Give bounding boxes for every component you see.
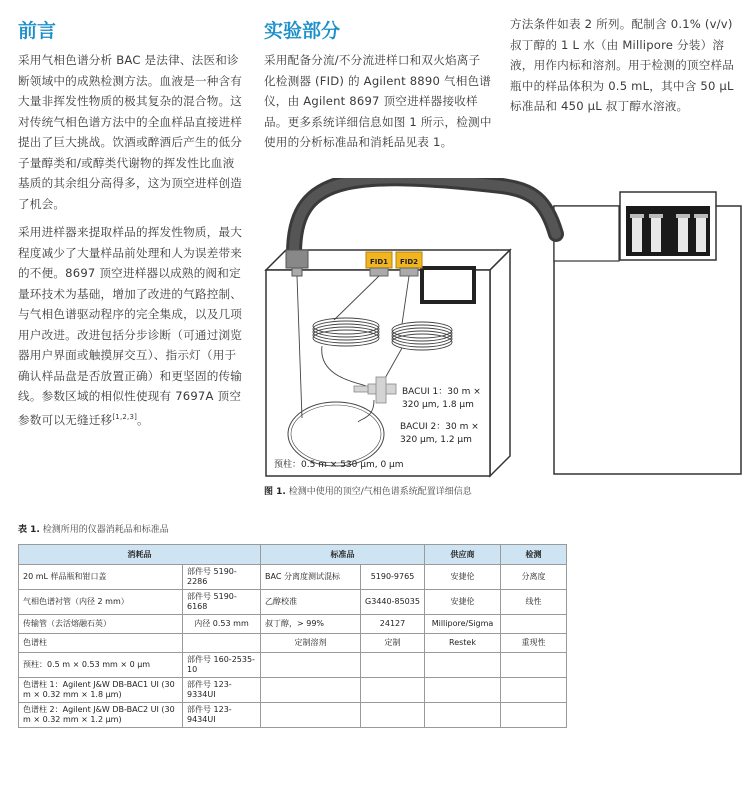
cell — [501, 653, 567, 678]
bacui1-label-line1: BACUI 1：30 m × — [402, 387, 481, 397]
gc-display — [422, 268, 474, 302]
table-row — [19, 615, 567, 634]
cell: 5190-9765 — [361, 565, 425, 590]
cell: 定制溶剂 — [261, 634, 361, 653]
fid1-label: FID1 — [369, 258, 389, 266]
header-consumables: 消耗品 — [19, 545, 261, 565]
cell: 部件号 160-2535-10 — [183, 653, 261, 678]
cell — [361, 653, 425, 678]
cell — [501, 678, 567, 703]
cell: 内径 0.53 mm — [183, 615, 261, 634]
cell — [501, 615, 567, 634]
cell: 色谱柱 2：Agilent J&W DB-BAC2 UI (30 m × 0.32 mm × 1.2 µm) — [19, 703, 183, 728]
experimental-heading: 实验部分 — [264, 20, 341, 42]
table-row — [19, 634, 567, 653]
cell: G3440-85035 — [361, 590, 425, 615]
intro-paragraph-2-text: 采用进样器来提取样品的挥发性物质，最大程度减少了大量样品前处理和人为误差带来的不便。8697 顶空进样器以成熟的阀和定量环技术为基础，增加了改进的气路控制、与气相色谱驱动程序的完全集成，以及几项用户改进。改进包括分步诊断（可通过浏览器用户界面或触摸屏交互）、指示灯（用于确认样品盘是否放置正确）和更坚固的传输线。参数区域的相似性使现有 7697A 顶空参数可以无缝迁移 — [18, 225, 243, 427]
header-supplier: 供应商 — [425, 545, 501, 565]
table-row — [19, 678, 567, 703]
table-row — [19, 653, 567, 678]
table-caption — [18, 522, 169, 535]
cell: 部件号 123-9334UI — [183, 678, 261, 703]
table-caption-text: 检测所用的仪器消耗品和标准品 — [42, 525, 169, 535]
cell: Restek — [425, 634, 501, 653]
cell: 传输管（去活熔融石英） — [19, 615, 183, 634]
cell: 20 mL 样品瓶和钳口盖 — [19, 565, 183, 590]
figure-caption-text: 检测中使用的顶空/气相色谱系统配置详细信息 — [288, 487, 472, 497]
cell — [425, 653, 501, 678]
intro-paragraph-2 — [18, 222, 246, 430]
cell: BAC 分离度测试混标 — [261, 565, 361, 590]
cell: 线性 — [501, 590, 567, 615]
cell: 安捷伦 — [425, 565, 501, 590]
cell: 预柱：0.5 m × 0.53 mm × 0 µm — [19, 653, 183, 678]
cell: 色谱柱 1：Agilent J&W DB-BAC1 UI (30 m × 0.32 mm × 1.8 µm) — [19, 678, 183, 703]
cell — [425, 678, 501, 703]
precolumn-label: 预柱：0.5 m × 530 µm, 0 µm — [274, 460, 404, 470]
cell — [361, 678, 425, 703]
figure-caption-label: 图 1. — [264, 487, 286, 497]
cell: 部件号 5190-2286 — [183, 565, 261, 590]
cell — [501, 703, 567, 728]
table-row — [19, 565, 567, 590]
cell — [261, 653, 361, 678]
cell: 分离度 — [501, 565, 567, 590]
cell: 乙醇校准 — [261, 590, 361, 615]
cell: Millipore/Sigma — [425, 615, 501, 634]
consumables-table — [18, 544, 567, 728]
gc-side — [490, 250, 510, 476]
cell: 气相色谱衬管（内径 2 mm） — [19, 590, 183, 615]
cell — [261, 678, 361, 703]
inlet-connector — [286, 250, 308, 268]
cell: 部件号 5190-6168 — [183, 590, 261, 615]
method-paragraph: 方法条件如表 2 所列。配制含 0.1% (v/v) 叔丁醇的 1 L 水（由 Millipore 分装）溶液，用作内标和溶剂。用于检测的顶空样品瓶中的样品体积为 0.5 mL，其中含 50 µL 标准品和 450 µL 叔丁醇水溶液。 — [510, 17, 735, 113]
cell: 重现性 — [501, 634, 567, 653]
header-test: 检测 — [501, 545, 567, 565]
intro-period: 。 — [137, 412, 149, 427]
cell: 部件号 123-9434UI — [183, 703, 261, 728]
table-row — [19, 703, 567, 728]
table-caption-label: 表 1. — [18, 525, 40, 535]
cell: 定制 — [361, 634, 425, 653]
cell — [425, 703, 501, 728]
bacui2-label-line2: 320 µm, 1.2 µm — [400, 435, 472, 445]
bacui2-label-line1: BACUI 2：30 m × — [400, 422, 479, 432]
fid2-label: FID2 — [399, 258, 419, 266]
bacui1-label-line2: 320 µm, 1.8 µm — [402, 400, 474, 410]
cell: 安捷伦 — [425, 590, 501, 615]
cell — [361, 703, 425, 728]
cell: 叔丁醇，> 99% — [261, 615, 361, 634]
cell — [261, 703, 361, 728]
experimental-paragraph: 采用配备分流/不分流进样口和双火焰离子化检测器 (FID) 的 Agilent 8890 气相色谱仪，由 Agilent 8697 顶空进样器接收样品。更多系统详细信息如图 1 所示，检测中使用的分析标准品和消耗品见表 1。 — [264, 53, 492, 149]
cell: 色谱柱 — [19, 634, 183, 653]
table-header-row — [19, 545, 567, 565]
table-row — [19, 590, 567, 615]
cell: 24127 — [361, 615, 425, 634]
intro-paragraph-1: 采用气相色谱分析 BAC 是法律、法医和诊断领域中的成熟检测方法。血液是一种含有大量非挥发性物质的极其复杂的混合物。这对传统气相色谱方法中的全血样品直接进样提出了巨大挑战。饮酒或醉酒后产生的低分子量醇类和/或醇类代谢物的挥发性比血液基质的其余组分高得多，这为顶空进样创造了机会。 — [18, 53, 243, 211]
system-diagram — [262, 178, 742, 480]
citation: [1,2,3] — [112, 412, 138, 421]
cell — [183, 634, 261, 653]
intro-heading: 前言 — [18, 20, 57, 42]
figure-caption — [264, 484, 472, 497]
header-standards: 标准品 — [261, 545, 425, 565]
